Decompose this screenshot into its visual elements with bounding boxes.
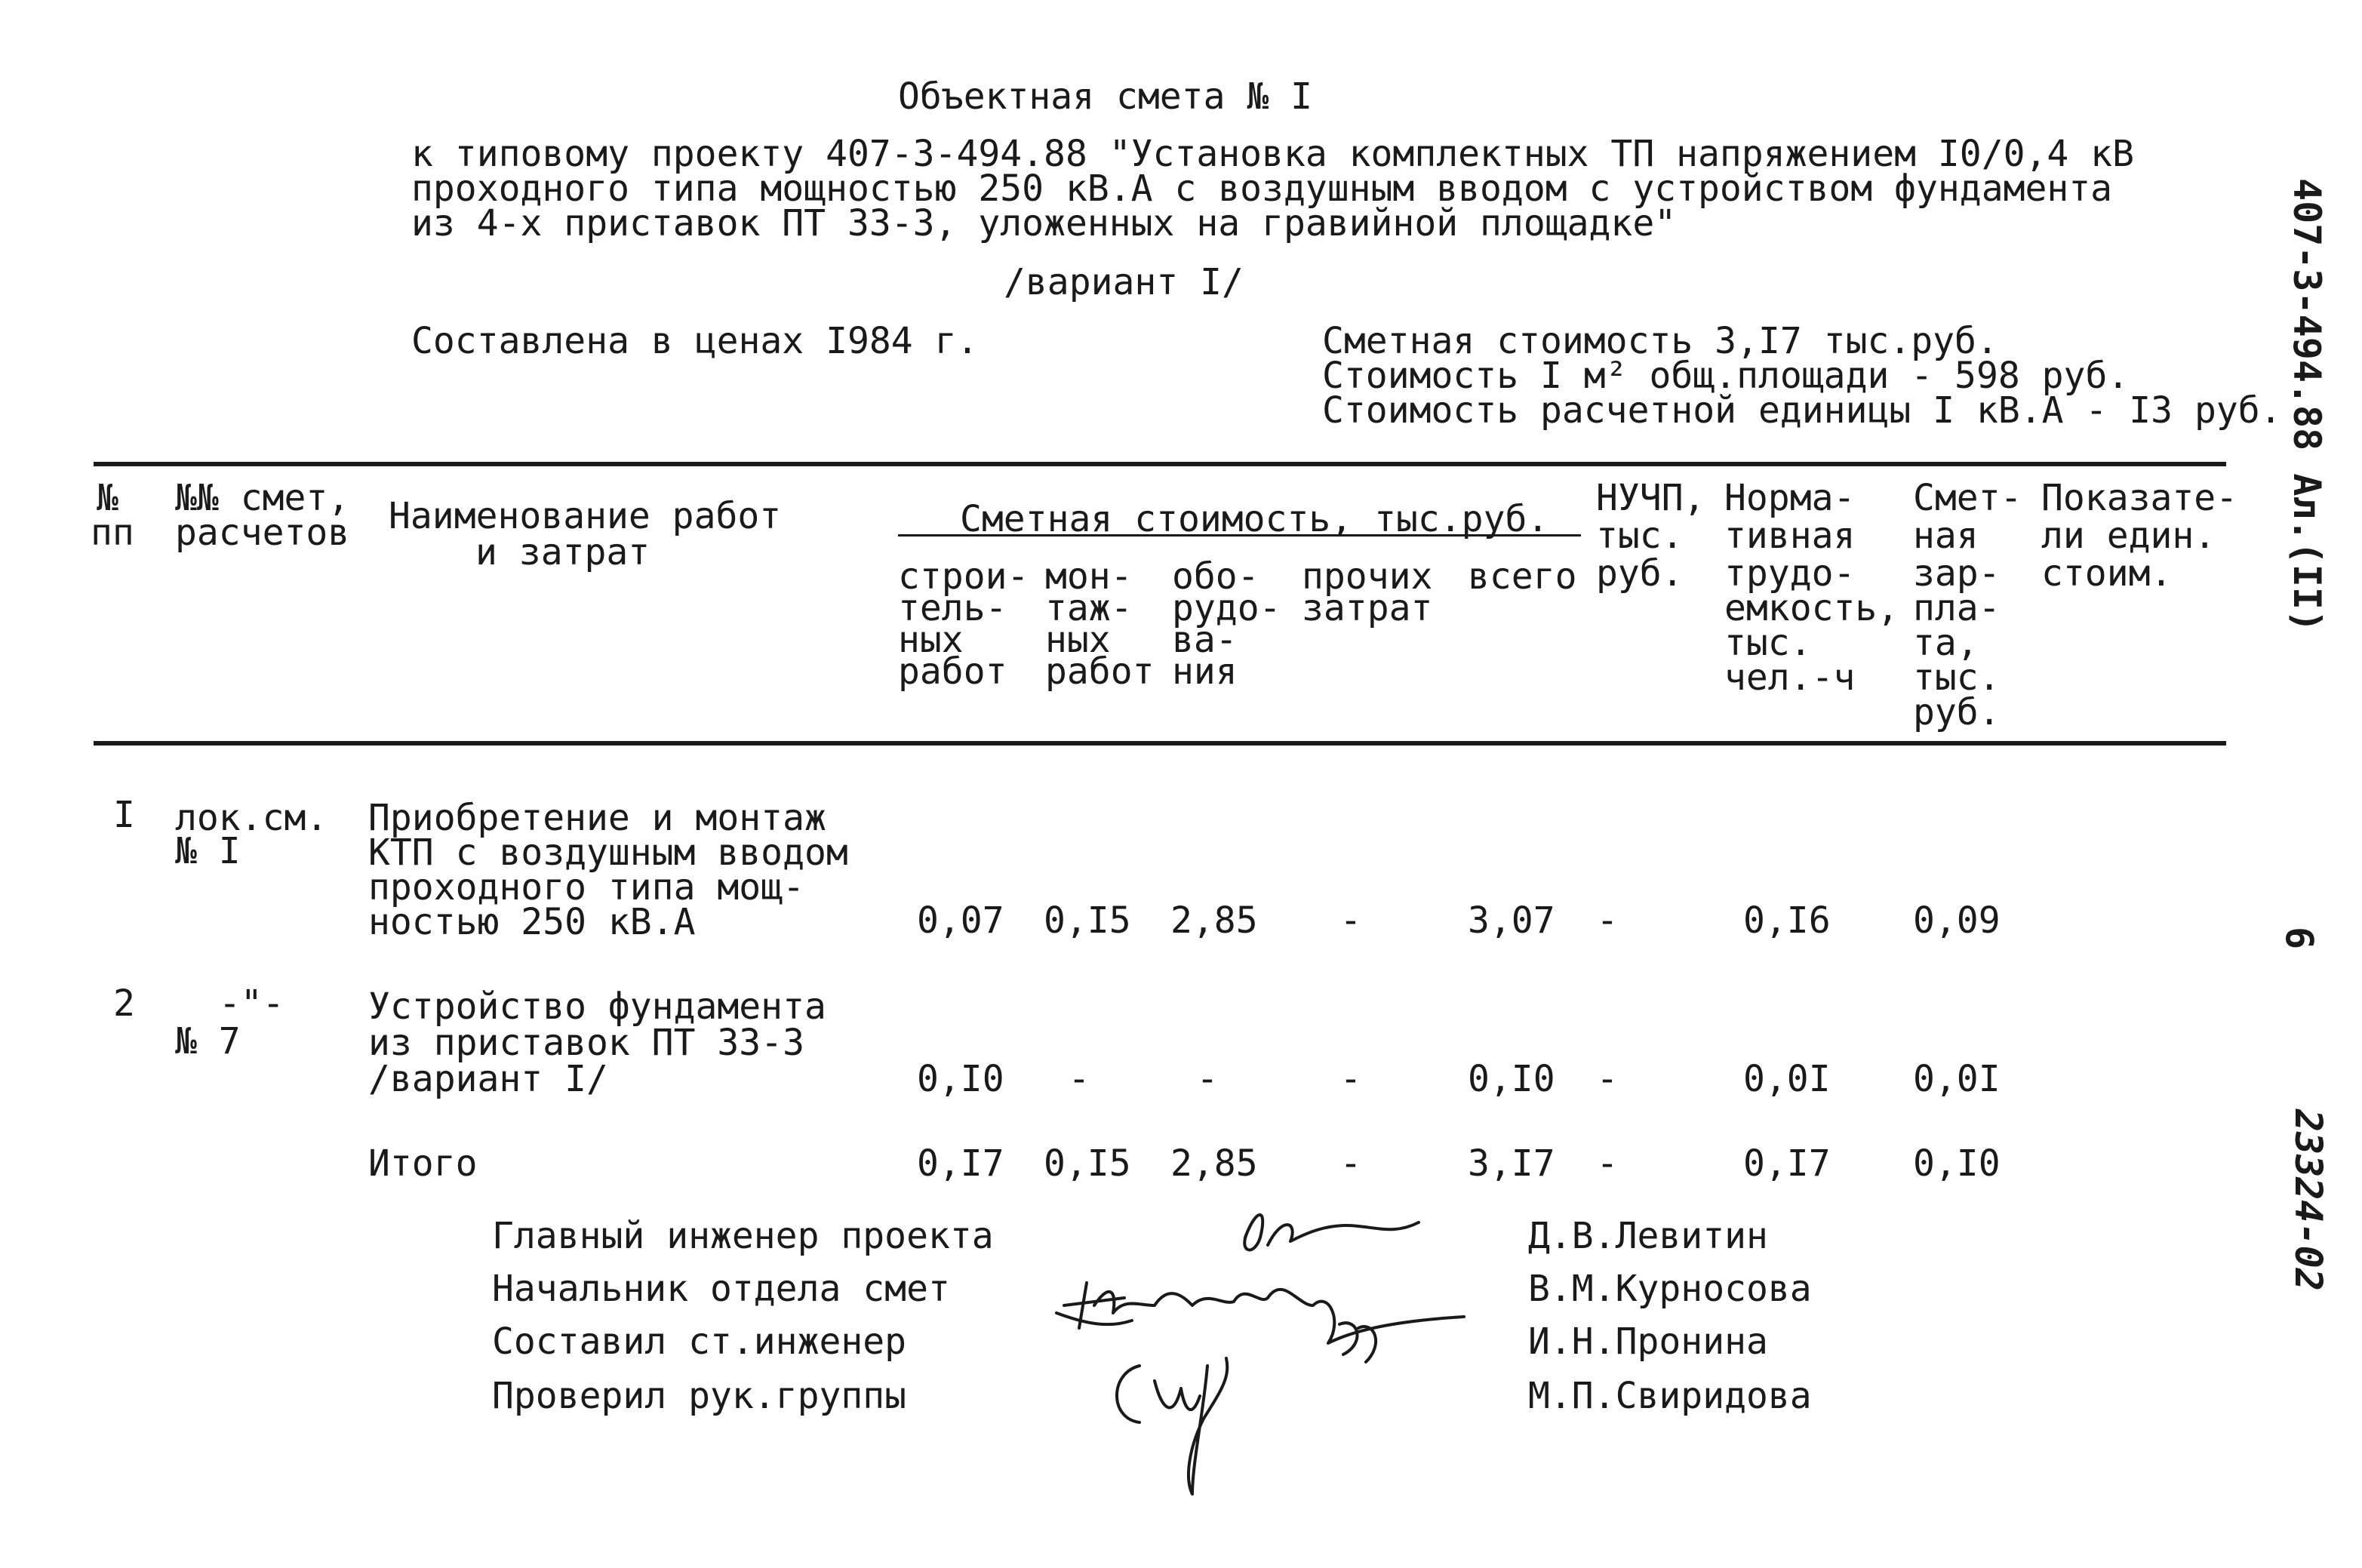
variant-label: /вариант I/ bbox=[1004, 261, 1244, 303]
cell-wages: 0,I0 bbox=[1913, 1142, 2001, 1185]
row-estimate-ref: № I bbox=[175, 830, 241, 872]
cell-other: - bbox=[1339, 1058, 1362, 1100]
cell-construction: 0,I7 bbox=[917, 1142, 1004, 1185]
handwritten-signatures bbox=[1041, 1192, 1509, 1509]
document-number: 23324-02 bbox=[2287, 1109, 2330, 1291]
cell-nuchp: - bbox=[1596, 899, 1619, 942]
side-document-code: 407-3-494.88 Ал.(II) bbox=[2285, 178, 2329, 633]
signer-name: Д.В.Левитин bbox=[1528, 1215, 1768, 1257]
cell-labor: 0,0I bbox=[1743, 1058, 1831, 1100]
cell-nuchp: - bbox=[1596, 1142, 1619, 1185]
row-name: /вариант I/ bbox=[368, 1058, 608, 1100]
cell-total: 0,I0 bbox=[1468, 1058, 1555, 1100]
cell-wages: 0,0I bbox=[1913, 1058, 2001, 1100]
row-name: Приобретение и монтаж bbox=[368, 797, 826, 839]
row-name: из приставок ПТ 33-3 bbox=[368, 1022, 804, 1064]
subtitle-line: к типовому проекту 407-3-494.88 "Установка комплектных ТП напряжением I0/0,4 кВ bbox=[411, 133, 2134, 175]
signer-role: Начальник отдела смет bbox=[492, 1268, 950, 1310]
signer-name: И.Н.Пронина bbox=[1528, 1321, 1768, 1363]
cell-labor: 0,I7 bbox=[1743, 1142, 1831, 1185]
signer-role: Проверил рук.группы bbox=[492, 1375, 907, 1417]
table-header-rule bbox=[94, 741, 2226, 746]
row-estimate-ref: -"- bbox=[219, 982, 284, 1025]
cell-installation: - bbox=[1068, 1058, 1090, 1100]
subtitle-line: из 4-х приставок ПТ 33-3, уложенных на гравийной площадке" bbox=[411, 202, 1677, 244]
signer-name: М.П.Свиридова bbox=[1528, 1375, 1812, 1417]
row-number: I bbox=[113, 794, 135, 836]
cell-construction: 0,07 bbox=[917, 899, 1004, 942]
summary-line: Стоимость расчетной единицы I кВ.А - I3 руб. bbox=[1322, 389, 2282, 432]
table-top-rule bbox=[94, 462, 2226, 466]
prices-year: Составлена в ценах I984 г. bbox=[411, 320, 979, 362]
cell-equipment: 2,85 bbox=[1170, 899, 1258, 942]
header-estimated-cost-group: Сметная стоимость, тыс.руб. bbox=[960, 498, 1549, 540]
cell-other: - bbox=[1339, 899, 1362, 942]
row-name: КТП с воздушным вводом bbox=[368, 832, 848, 874]
signer-name: В.М.Курносова bbox=[1528, 1268, 1812, 1310]
cell-labor: 0,I6 bbox=[1743, 899, 1831, 942]
row-estimate-ref: лок.см. bbox=[175, 797, 328, 839]
row-estimate-ref: № 7 bbox=[175, 1020, 241, 1062]
total-label: Итого bbox=[368, 1142, 478, 1185]
cell-wages: 0,09 bbox=[1913, 899, 2001, 942]
cell-installation: 0,I5 bbox=[1044, 899, 1131, 942]
cell-nuchp: - bbox=[1596, 1058, 1619, 1100]
row-name: проходного типа мощ- bbox=[368, 866, 804, 909]
cell-other: - bbox=[1339, 1142, 1362, 1185]
signer-role: Главный инженер проекта bbox=[492, 1215, 994, 1257]
document-title: Объектная смета № I bbox=[898, 75, 1313, 118]
cell-total: 3,07 bbox=[1468, 899, 1555, 942]
cell-total: 3,I7 bbox=[1468, 1142, 1555, 1185]
cell-equipment: - bbox=[1196, 1058, 1219, 1100]
row-name: ностью 250 кВ.А bbox=[368, 901, 696, 943]
summary-line: Сметная стоимость 3,I7 тыс.руб. bbox=[1322, 320, 1998, 362]
cell-equipment: 2,85 bbox=[1170, 1142, 1258, 1185]
summary-line: Стоимость I м² общ.площади - 598 руб. bbox=[1322, 355, 2130, 397]
row-number: 2 bbox=[113, 982, 135, 1025]
cell-construction: 0,I0 bbox=[917, 1058, 1004, 1100]
signer-role: Составил ст.инженер bbox=[492, 1321, 907, 1363]
page-number: 6 bbox=[2277, 927, 2321, 950]
cell-installation: 0,I5 bbox=[1044, 1142, 1131, 1185]
row-name: Устройство фундамента bbox=[368, 985, 826, 1028]
subtitle-line: проходного типа мощностью 250 кВ.А с воздушным вводом с устройством фундамента bbox=[411, 168, 2113, 210]
